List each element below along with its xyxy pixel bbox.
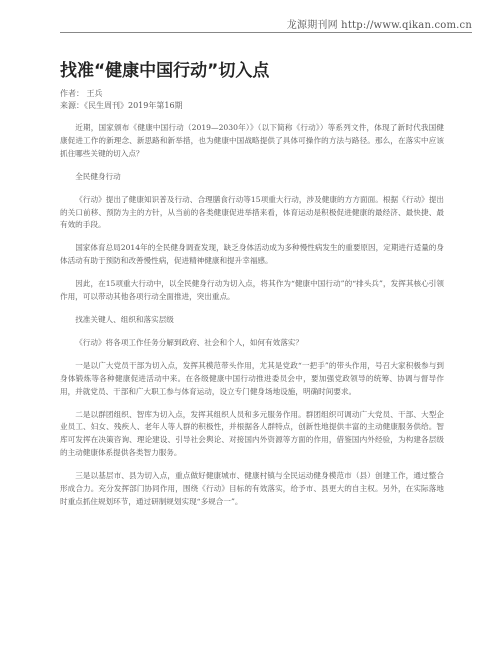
paragraph: 三是以基层市、县为切入点，重点做好健康城市、健康村镇与全民运动健身模范市（县）创建工作，通过整合形成合力。充分发挥部门协同作用，围绕《行动》目标的有效落实，给予市、县更大的自主权。另外，在实际落地时重点抓住规划环节，通过研制规划实现“多规合一”。 bbox=[60, 471, 444, 506]
paragraph-intro: 近期，国家颁布《健康中国行动（2019—2030年）》（以下简称《行动》）等系列文件，体现了新时代我国健康促进工作的新理念、新思路和新举措，也为健康中国战略提供了具体可操作的方法与路径。那么，在落实中应该抓住哪些关键的切入点？ bbox=[60, 123, 444, 158]
paragraph: 《行动》提出了健康知识普及行动、合理膳食行动等15项重大行动，涉及健康的方方面面。根据《行动》提出的关口前移、预防为主的方针，从当前的各类健康促进举措来看，体育运动是积极促进健康的最经济、最快捷、最有效的手段。 bbox=[60, 194, 444, 230]
paragraph: 国家体育总局2014年的全民健身调查发现，缺乏身体活动成为多种慢性病发生的重要原因，定期进行适量的身体活动有助于预防和改善慢性病，促进精神健康和提升幸福感。 bbox=[60, 243, 444, 266]
paragraph: 一是以广大党员干部为切入点，发挥其模范带头作用，尤其是党政“一把手”的带头作用，号召大家积极参与到身体锻炼等各种健康促进活动中来。在各级健康中国行动推进委员会中，要加强党政领导的统筹、协调与督导作用，并就党员、干部和广大职工参与体育运动，设立专门健身场地设施，明确时间要求。 bbox=[60, 360, 444, 396]
section-heading-key-people: 找准关键人、组织和落实层级 bbox=[75, 314, 174, 324]
paragraph: 因此，在15项重大行动中，以全民健身行动为切入点，将其作为“健康中国行动”的“排头兵”，发挥其核心引领作用，可以带动其他各项行动全面推进，突出重点。 bbox=[60, 279, 444, 302]
header-divider bbox=[60, 32, 472, 33]
article-title: 找准“健康中国行动”切入点 bbox=[60, 61, 270, 81]
paragraph: 《行动》将各项工作任务分解到政府、社会和个人，如何有效落实？ bbox=[75, 337, 303, 347]
article-body bbox=[60, 122, 444, 519]
article-author: 作者： 王兵 bbox=[60, 89, 103, 98]
article-source: 来源：《民生周刊》2019年第16期 bbox=[60, 101, 183, 110]
paragraph: 二是以群团组织、智库为切入点，发挥其组织人员和多元服务作用。群团组织可调动广大党员、干部、大型企业员工、妇女、残疾人、老年人等人群的积极性，并根据各人群特点，创新性地提供丰富的主动健康服务供给。智库可发挥在决策咨询、理论建设、引导社会舆论、对接国内外资源等方面的作用，借鉴国内外经验，为构建各层级的主动健康体系提供各类智力服务。 bbox=[60, 409, 444, 458]
section-heading-fitness: 全民健身行动 bbox=[75, 171, 121, 181]
site-header-url[interactable]: 龙源期刊网 http://www.qikan.com.cn bbox=[286, 20, 472, 31]
